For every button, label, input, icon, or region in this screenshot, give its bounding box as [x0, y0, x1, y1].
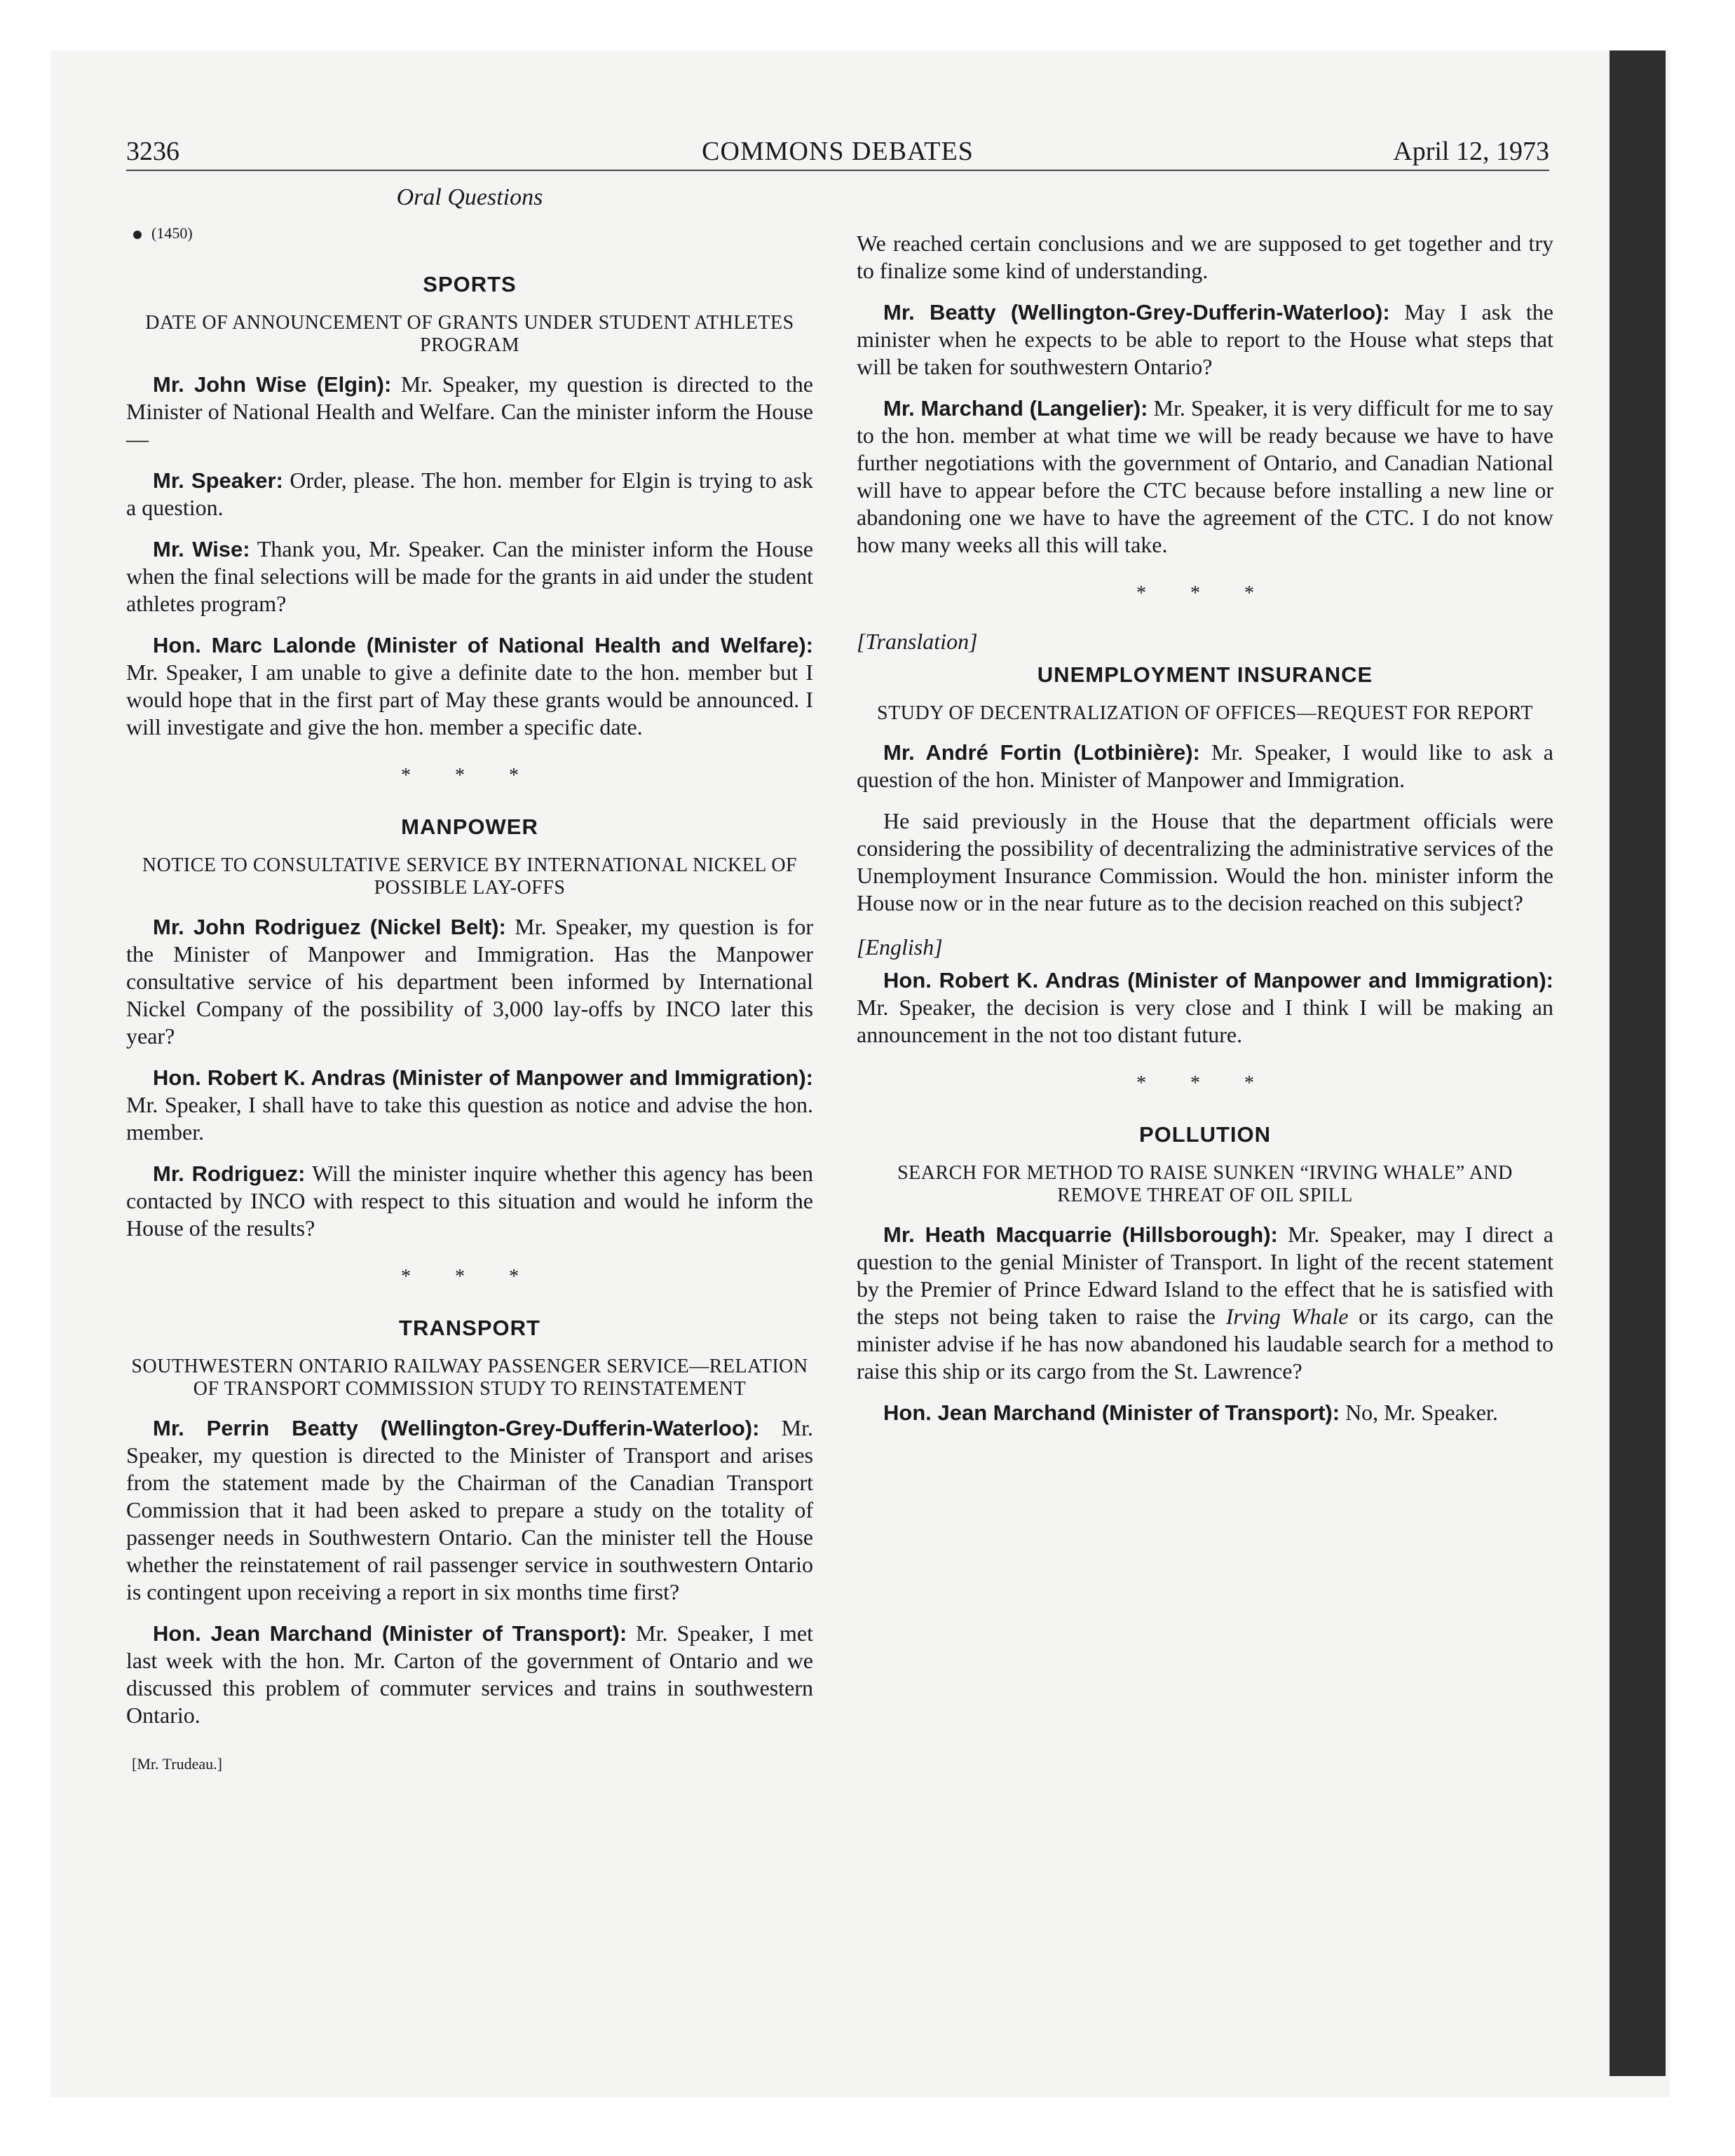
speech: [126, 371, 813, 453]
speech-text: Mr. Speaker, my question is directed to the Minister of Transport and arises from the statement made by the Chairman of the Canadian Transport Commission that it had been asked to prepare a study on the totality of passenger needs in Southwestern Ontario. Can the minister tell the House whether the reinstatement of rail passenger service in southwestern Ontario is contingent upon receiving a report in six months time first?: [126, 1415, 813, 1604]
speech: [857, 1399, 1553, 1426]
section-unemployment-insurance: [857, 661, 1553, 1049]
speech: [126, 632, 813, 741]
speech: [857, 395, 1553, 559]
speech-text: or its cargo, can the minister advise if he has now abandoned his laudable search for a method to raise this ship or its cargo from the St. Lawrence?: [857, 1304, 1554, 1384]
speech: [126, 1160, 813, 1242]
speech-text: Mr. Speaker, I would like to ask a question of the hon. Minister of Manpower and Immigration.: [857, 739, 1553, 792]
left-column: [126, 184, 813, 1778]
section-separator: * * *: [1136, 582, 1274, 604]
section-transport: [126, 1314, 813, 1729]
section-subhead: SOUTHWESTERN ONTARIO RAILWAY PASSENGER SERVICE—RELATION OF TRANSPORT COMMISSION STUDY TO REINSTATEMENT: [131, 1356, 808, 1400]
speech-text: Mr. Speaker, I shall have to take this question as notice and advise the hon. member.: [126, 1092, 813, 1145]
ship-name: Irving Whale: [1225, 1304, 1349, 1329]
speech: [857, 739, 1553, 793]
binding-shadow: [1610, 50, 1666, 2076]
page-header: [126, 133, 1549, 171]
speech-text: Mr. Speaker, it is very difficult for me to say to the hon. member at what time we will be ready because we have to have further negotiations with the government of Ontario, and Canadian National will have to appear before the CTC because before installing a new line or abandoning one we have to have the agreement of the CTC. I do not know how many weeks all this will take.: [857, 395, 1554, 557]
speech: [857, 967, 1553, 1049]
right-column: [857, 184, 1553, 1440]
speaker-name: Mr. John Rodriguez (Nickel Belt):: [153, 915, 506, 939]
speech-continuation: We reached certain conclusions and we are supposed to get together and try to finalize some kind of understanding.: [857, 231, 1553, 283]
speech-text: Mr. Speaker, the decision is very close and I think I will be making an announcement in the not too distant future.: [857, 995, 1553, 1047]
speech-text: No, Mr. Speaker.: [1340, 1400, 1498, 1425]
speaker-name: Mr. Speaker:: [153, 468, 283, 493]
speech: [126, 1620, 813, 1729]
section-subhead: STUDY OF DECENTRALIZATION OF OFFICES—REQUEST FOR REPORT: [877, 702, 1533, 724]
section-separator: * * *: [1136, 1072, 1274, 1094]
section-subhead: DATE OF ANNOUNCEMENT OF GRANTS UNDER STUDENT ATHLETES PROGRAM: [145, 312, 794, 356]
running-head: Oral Questions: [396, 184, 543, 210]
speech-text: Will the minister inquire whether this agency has been contacted by INCO with respect to this situation and would he inform the House of the results?: [126, 1161, 814, 1241]
speech: [126, 1064, 813, 1146]
speaker-name: Mr. Wise:: [153, 537, 250, 561]
speech-text: Mr. Speaker, I am unable to give a definite date to the hon. member but I would hope that in the first part of May these grants would be announced. I will investigate and give the hon. member a specific date.: [126, 660, 813, 739]
speech: [126, 535, 813, 618]
speaker-name: Hon. Robert K. Andras (Minister of Manpower and Immigration):: [883, 968, 1553, 992]
speech-text: Order, please. The hon. member for Elgin is trying to ask a question.: [126, 468, 814, 520]
speaker-name: Mr. Heath Macquarrie (Hillsborough):: [883, 1222, 1278, 1247]
page-number: 3236: [126, 137, 179, 166]
section-subhead: SEARCH FOR METHOD TO RAISE SUNKEN “IRVING WHALE” AND REMOVE THREAT OF OIL SPILL: [897, 1162, 1513, 1206]
speaker-name: Hon. Marc Lalonde (Minister of National Health and Welfare):: [153, 633, 813, 657]
section-pollution: [857, 1121, 1553, 1426]
time-mark-text: (1450): [151, 224, 193, 242]
speech: [126, 467, 813, 521]
speech-text: Mr. Speaker, may I direct a question to the genial Minister of Transport. In light of the recent statement by the Premier of Prince Edward Island to the effect that he is satisfied with the steps not being taken to raise the: [857, 1222, 1553, 1329]
speech-paragraph: He said previously in the House that the department officials were considering the possibility of decentralizing the administrative services of the Unemployment Insurance Commission. Would the hon. minister inform the House now or in the near future as to the decision reached on this subject?: [857, 808, 1553, 915]
section-sports: [126, 271, 813, 741]
section-title: UNEMPLOYMENT INSURANCE: [1037, 662, 1373, 687]
speech-text: Thank you, Mr. Speaker. Can the minister inform the House when the final selections will be made for the grants in aid under the student athletes program?: [126, 536, 814, 616]
english-tag: [English]: [857, 934, 943, 960]
issue-date: April 12, 1973: [1393, 137, 1549, 166]
section-manpower: [126, 813, 813, 1242]
speaker-name: Mr. Rodriguez:: [153, 1161, 306, 1186]
section-subhead: NOTICE TO CONSULTATIVE SERVICE BY INTERNATIONAL NICKEL OF POSSIBLE LAY-OFFS: [142, 854, 798, 899]
speech: [126, 913, 813, 1050]
speaker-name: Mr. Marchand (Langelier):: [883, 396, 1148, 421]
speech: [126, 1414, 813, 1606]
speech: [857, 299, 1553, 381]
section-title: SPORTS: [423, 272, 517, 296]
speaker-name: Mr. Perrin Beatty (Wellington-Grey-Dufferin-Waterloo):: [153, 1416, 760, 1440]
speech-text: Mr. Speaker, I met last week with the hon. Mr. Carton of the government of Ontario and we discussed this problem of commuter services and trains in southwestern Ontario.: [126, 1621, 813, 1728]
translation-tag: [Translation]: [857, 629, 978, 654]
speech-text: Mr. Speaker, my question is for the Minister of Manpower and Immigration. Has the Manpower consultative service of his department been informed by International Nickel Company of the possibility of 3,000 lay-offs by INCO later this year?: [126, 914, 813, 1049]
speaker-name: Hon. Jean Marchand (Minister of Transport):: [883, 1400, 1340, 1425]
bullet-icon: [133, 231, 142, 239]
speaker-name: Hon. Jean Marchand (Minister of Transport):: [153, 1621, 627, 1646]
speaker-name: Mr. André Fortin (Lotbinière):: [883, 740, 1200, 765]
speech-text: May I ask the minister when he expects to be able to report to the House what steps that will be taken for southwestern Ontario?: [857, 299, 1554, 379]
section-title: MANPOWER: [401, 814, 538, 839]
speech-text: Mr. Speaker, my question is directed to the Minister of National Health and Welfare. Can the minister inform the House—: [126, 371, 813, 451]
time-mark: [133, 219, 813, 247]
publication-title: COMMONS DEBATES: [702, 137, 974, 166]
section-separator: * * *: [401, 1266, 538, 1288]
speech: [857, 1221, 1553, 1385]
speaker-name: Hon. Robert K. Andras (Minister of Manpower and Immigration):: [153, 1065, 813, 1090]
speaker-name: Mr. Beatty (Wellington-Grey-Dufferin-Waterloo):: [883, 300, 1390, 325]
speaker-name: Mr. John Wise (Elgin):: [153, 372, 392, 397]
footnote: [Mr. Trudeau.]: [132, 1755, 222, 1773]
section-separator: * * *: [401, 765, 538, 786]
section-title: TRANSPORT: [399, 1316, 540, 1340]
section-title: POLLUTION: [1138, 1122, 1272, 1147]
